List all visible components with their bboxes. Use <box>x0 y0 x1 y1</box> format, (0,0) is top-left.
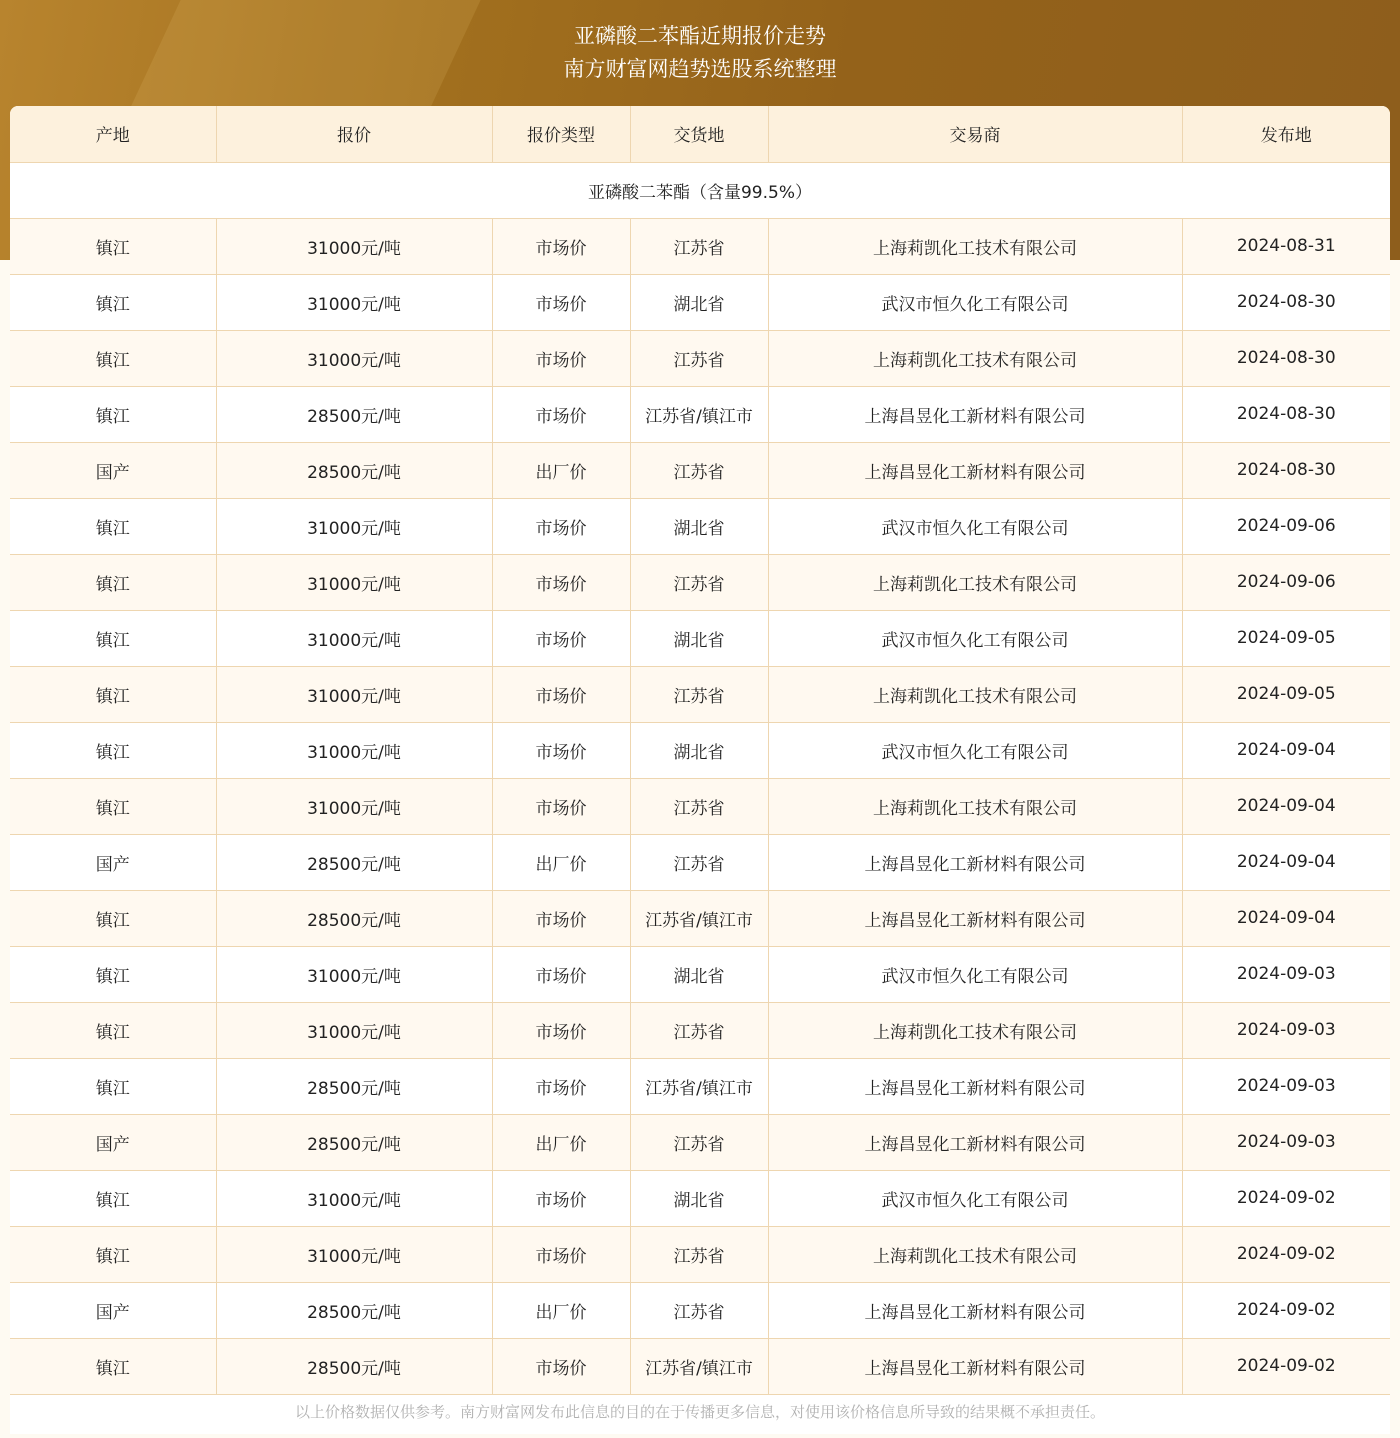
table-row <box>10 1058 1390 1114</box>
cell-price-type: 市场价 <box>492 498 630 554</box>
cell-trader: 上海昌昱化工新材料有限公司 <box>768 1282 1182 1338</box>
cell-price-type: 出厂价 <box>492 1282 630 1338</box>
table-row <box>10 666 1390 722</box>
cell-date: 2024-09-03 <box>1182 1114 1390 1170</box>
table-row <box>10 1002 1390 1058</box>
cell-price-type: 市场价 <box>492 1170 630 1226</box>
cell-origin: 镇江 <box>10 386 216 442</box>
cell-delivery: 江苏省/镇江市 <box>630 1058 768 1114</box>
cell-delivery: 江苏省 <box>630 1226 768 1282</box>
cell-date: 2024-09-02 <box>1182 1282 1390 1338</box>
table-header <box>10 106 1390 162</box>
cell-delivery: 江苏省 <box>630 330 768 386</box>
cell-date: 2024-09-04 <box>1182 890 1390 946</box>
cell-delivery: 湖北省 <box>630 946 768 1002</box>
cell-origin: 镇江 <box>10 274 216 330</box>
cell-trader: 上海莉凯化工技术有限公司 <box>768 554 1182 610</box>
cell-price-type: 市场价 <box>492 946 630 1002</box>
table-row <box>10 722 1390 778</box>
cell-delivery: 江苏省 <box>630 554 768 610</box>
cell-price-type: 市场价 <box>492 666 630 722</box>
cell-origin: 镇江 <box>10 1226 216 1282</box>
cell-price-type: 市场价 <box>492 1058 630 1114</box>
table-row <box>10 610 1390 666</box>
cell-delivery: 江苏省/镇江市 <box>630 890 768 946</box>
cell-origin: 镇江 <box>10 722 216 778</box>
cell-origin: 镇江 <box>10 1170 216 1226</box>
cell-price-type: 出厂价 <box>492 442 630 498</box>
cell-date: 2024-09-05 <box>1182 610 1390 666</box>
cell-trader: 上海莉凯化工技术有限公司 <box>768 778 1182 834</box>
cell-price-type: 市场价 <box>492 1226 630 1282</box>
cell-price: 28500元/吨 <box>216 386 492 442</box>
cell-delivery: 江苏省 <box>630 778 768 834</box>
cell-price-type: 出厂价 <box>492 834 630 890</box>
table-row <box>10 1114 1390 1170</box>
cell-trader: 上海莉凯化工技术有限公司 <box>768 666 1182 722</box>
table-row <box>10 778 1390 834</box>
table-row <box>10 946 1390 1002</box>
cell-price: 31000元/吨 <box>216 330 492 386</box>
cell-date: 2024-09-06 <box>1182 498 1390 554</box>
cell-origin: 镇江 <box>10 1058 216 1114</box>
cell-date: 2024-08-30 <box>1182 386 1390 442</box>
cell-price: 31000元/吨 <box>216 218 492 274</box>
cell-price: 31000元/吨 <box>216 1170 492 1226</box>
cell-trader: 武汉市恒久化工有限公司 <box>768 610 1182 666</box>
table-row <box>10 1170 1390 1226</box>
cell-origin: 镇江 <box>10 554 216 610</box>
cell-trader: 上海莉凯化工技术有限公司 <box>768 218 1182 274</box>
cell-origin: 镇江 <box>10 666 216 722</box>
cell-date: 2024-09-03 <box>1182 1058 1390 1114</box>
cell-price: 31000元/吨 <box>216 778 492 834</box>
table-row <box>10 1282 1390 1338</box>
cell-trader: 武汉市恒久化工有限公司 <box>768 498 1182 554</box>
table-row <box>10 330 1390 386</box>
table-row <box>10 1226 1390 1282</box>
cell-trader: 上海昌昱化工新材料有限公司 <box>768 1338 1182 1394</box>
cell-price: 28500元/吨 <box>216 1058 492 1114</box>
table-row <box>10 1338 1390 1394</box>
cell-price: 31000元/吨 <box>216 722 492 778</box>
cell-date: 2024-09-02 <box>1182 1226 1390 1282</box>
table-row <box>10 386 1390 442</box>
column-header: 产地 <box>10 106 216 162</box>
cell-price: 28500元/吨 <box>216 1282 492 1338</box>
cell-origin: 镇江 <box>10 330 216 386</box>
page-title <box>0 20 1400 86</box>
cell-delivery: 江苏省 <box>630 218 768 274</box>
cell-trader: 上海昌昱化工新材料有限公司 <box>768 1058 1182 1114</box>
cell-origin: 国产 <box>10 1282 216 1338</box>
cell-origin: 镇江 <box>10 610 216 666</box>
cell-date: 2024-09-04 <box>1182 722 1390 778</box>
cell-date: 2024-08-30 <box>1182 274 1390 330</box>
column-header: 报价 <box>216 106 492 162</box>
cell-origin: 国产 <box>10 834 216 890</box>
cell-date: 2024-08-31 <box>1182 218 1390 274</box>
cell-delivery: 湖北省 <box>630 274 768 330</box>
cell-date: 2024-09-02 <box>1182 1338 1390 1394</box>
cell-date: 2024-09-05 <box>1182 666 1390 722</box>
cell-price-type: 市场价 <box>492 1002 630 1058</box>
column-header: 交易商 <box>768 106 1182 162</box>
table-row <box>10 498 1390 554</box>
cell-date: 2024-09-02 <box>1182 1170 1390 1226</box>
cell-date: 2024-09-04 <box>1182 834 1390 890</box>
cell-delivery: 江苏省 <box>630 1114 768 1170</box>
table-row <box>10 218 1390 274</box>
cell-price-type: 市场价 <box>492 778 630 834</box>
cell-trader: 武汉市恒久化工有限公司 <box>768 946 1182 1002</box>
cell-price-type: 市场价 <box>492 890 630 946</box>
cell-origin: 国产 <box>10 1114 216 1170</box>
cell-price: 31000元/吨 <box>216 610 492 666</box>
cell-trader: 上海昌昱化工新材料有限公司 <box>768 386 1182 442</box>
cell-price-type: 市场价 <box>492 330 630 386</box>
cell-price: 31000元/吨 <box>216 1002 492 1058</box>
cell-price: 28500元/吨 <box>216 1114 492 1170</box>
price-table <box>10 106 1390 1395</box>
cell-date: 2024-09-06 <box>1182 554 1390 610</box>
table-row <box>10 834 1390 890</box>
column-header: 交货地 <box>630 106 768 162</box>
cell-origin: 镇江 <box>10 778 216 834</box>
table-row <box>10 442 1390 498</box>
cell-origin: 镇江 <box>10 498 216 554</box>
cell-delivery: 湖北省 <box>630 1170 768 1226</box>
cell-delivery: 江苏省 <box>630 442 768 498</box>
column-header: 报价类型 <box>492 106 630 162</box>
table-row <box>10 274 1390 330</box>
cell-price: 31000元/吨 <box>216 274 492 330</box>
group-label: 亚磷酸二苯酯（含量99.5%） <box>10 162 1390 218</box>
title: 亚磷酸二苯酯近期报价走势 <box>574 24 826 48</box>
cell-origin: 镇江 <box>10 218 216 274</box>
cell-price-type: 市场价 <box>492 218 630 274</box>
cell-price: 31000元/吨 <box>216 1226 492 1282</box>
cell-trader: 上海昌昱化工新材料有限公司 <box>768 442 1182 498</box>
cell-trader: 上海莉凯化工技术有限公司 <box>768 330 1182 386</box>
cell-trader: 武汉市恒久化工有限公司 <box>768 1170 1182 1226</box>
cell-origin: 镇江 <box>10 946 216 1002</box>
table-row <box>10 890 1390 946</box>
disclaimer: 以上价格数据仅供参考。南方财富网发布此信息的目的在于传播更多信息，对使用该价格信息所导致的结果概不承担责任。 <box>294 1403 1105 1421</box>
cell-date: 2024-08-30 <box>1182 330 1390 386</box>
cell-date: 2024-09-04 <box>1182 778 1390 834</box>
cell-price: 31000元/吨 <box>216 946 492 1002</box>
group-row <box>10 162 1390 218</box>
cell-trader: 武汉市恒久化工有限公司 <box>768 274 1182 330</box>
cell-delivery: 江苏省 <box>630 834 768 890</box>
cell-trader: 上海莉凯化工技术有限公司 <box>768 1226 1182 1282</box>
cell-delivery: 湖北省 <box>630 498 768 554</box>
cell-price-type: 市场价 <box>492 554 630 610</box>
column-header: 发布地 <box>1182 106 1390 162</box>
cell-origin: 镇江 <box>10 1002 216 1058</box>
price-table-card <box>10 106 1390 1434</box>
cell-origin: 国产 <box>10 442 216 498</box>
cell-price-type: 市场价 <box>492 1338 630 1394</box>
cell-price-type: 出厂价 <box>492 1114 630 1170</box>
cell-trader: 武汉市恒久化工有限公司 <box>768 722 1182 778</box>
cell-price: 31000元/吨 <box>216 554 492 610</box>
cell-price: 28500元/吨 <box>216 890 492 946</box>
cell-delivery: 湖北省 <box>630 722 768 778</box>
cell-delivery: 江苏省 <box>630 1002 768 1058</box>
cell-price: 28500元/吨 <box>216 442 492 498</box>
cell-date: 2024-08-30 <box>1182 442 1390 498</box>
cell-delivery: 江苏省/镇江市 <box>630 386 768 442</box>
cell-price-type: 市场价 <box>492 610 630 666</box>
cell-price: 28500元/吨 <box>216 834 492 890</box>
cell-price-type: 市场价 <box>492 274 630 330</box>
cell-trader: 上海昌昱化工新材料有限公司 <box>768 890 1182 946</box>
cell-price-type: 市场价 <box>492 722 630 778</box>
cell-trader: 上海昌昱化工新材料有限公司 <box>768 1114 1182 1170</box>
cell-date: 2024-09-03 <box>1182 1002 1390 1058</box>
cell-origin: 镇江 <box>10 1338 216 1394</box>
table-row <box>10 554 1390 610</box>
cell-trader: 上海莉凯化工技术有限公司 <box>768 1002 1182 1058</box>
subtitle: 南方财富网趋势选股系统整理 <box>563 57 837 81</box>
cell-date: 2024-09-03 <box>1182 946 1390 1002</box>
cell-delivery: 湖北省 <box>630 610 768 666</box>
cell-delivery: 江苏省 <box>630 666 768 722</box>
cell-origin: 镇江 <box>10 890 216 946</box>
cell-delivery: 江苏省 <box>630 1282 768 1338</box>
cell-price-type: 市场价 <box>492 386 630 442</box>
cell-price: 31000元/吨 <box>216 666 492 722</box>
cell-delivery: 江苏省/镇江市 <box>630 1338 768 1394</box>
cell-price: 31000元/吨 <box>216 498 492 554</box>
cell-price: 28500元/吨 <box>216 1338 492 1394</box>
cell-trader: 上海昌昱化工新材料有限公司 <box>768 834 1182 890</box>
